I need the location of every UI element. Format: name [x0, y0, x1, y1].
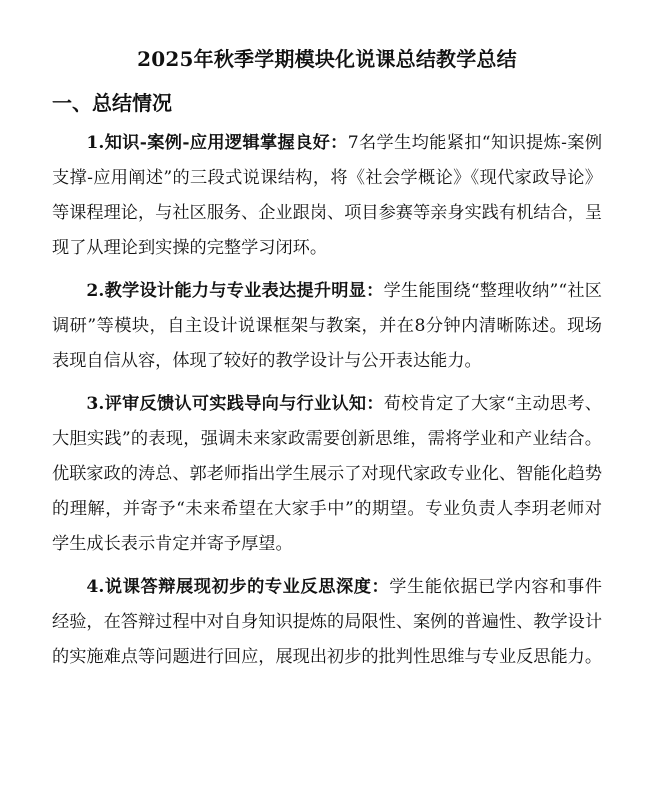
- paragraph-2-lead: 2.教学设计能力与专业表达提升明显：: [86, 281, 384, 301]
- paragraph-3: [52, 387, 602, 562]
- document-title: 2025年秋季学期模块化说课总结教学总结: [137, 47, 517, 71]
- paragraph-1-lead: 1.知识-案例-应用逻辑掌握良好：: [86, 133, 348, 153]
- section-heading: 一、总结情况: [52, 91, 172, 115]
- paragraph-3-lead: 3.评审反馈认可实践导向与行业认知：: [86, 394, 384, 414]
- paragraph-1-body: 7名学生均能紧扣“知识提炼-案例支撑-应用阐述”的三段式说课结构，将《社会学概论》《现代家政导论》等课程理论，与社区服务、企业跟岗、项目参赛等亲身实践有机结合，呈现了从理论到实操的完整学习闭环。: [52, 133, 603, 258]
- paragraph-4-body: 学生能依据已学内容和事件经验，在答辩过程中对自身知识提炼的局限性、案例的普遍性、教学设计的实施难点等问题进行回应，展现出初步的批判性思维与专业反思能力。: [52, 577, 603, 667]
- paragraph-2-body: 学生能围绕“整理收纳”“社区调研”等模块，自主设计说课框架与教案，并在8分钟内清晰陈述。现场表现自信从容，体现了较好的教学设计与公开表达能力。: [52, 281, 602, 371]
- paragraph-4: [52, 570, 602, 675]
- paragraph-2: [52, 274, 602, 379]
- paragraph-4-lead: 4.说课答辩展现初步的专业反思深度：: [86, 577, 390, 597]
- paragraph-1: [52, 126, 602, 266]
- paragraph-3-body: 荀校肯定了大家“主动思考、大胆实践”的表现，强调未来家政需要创新思维，需将学业和产业结合。优联家政的涛总、郭老师指出学生展示了对现代家政专业化、智能化趋势的理解，并寄予“未来希望在大家手中”的期望。专业负责人李玥老师对学生成长表示肯定并寄予厚望。: [52, 394, 603, 554]
